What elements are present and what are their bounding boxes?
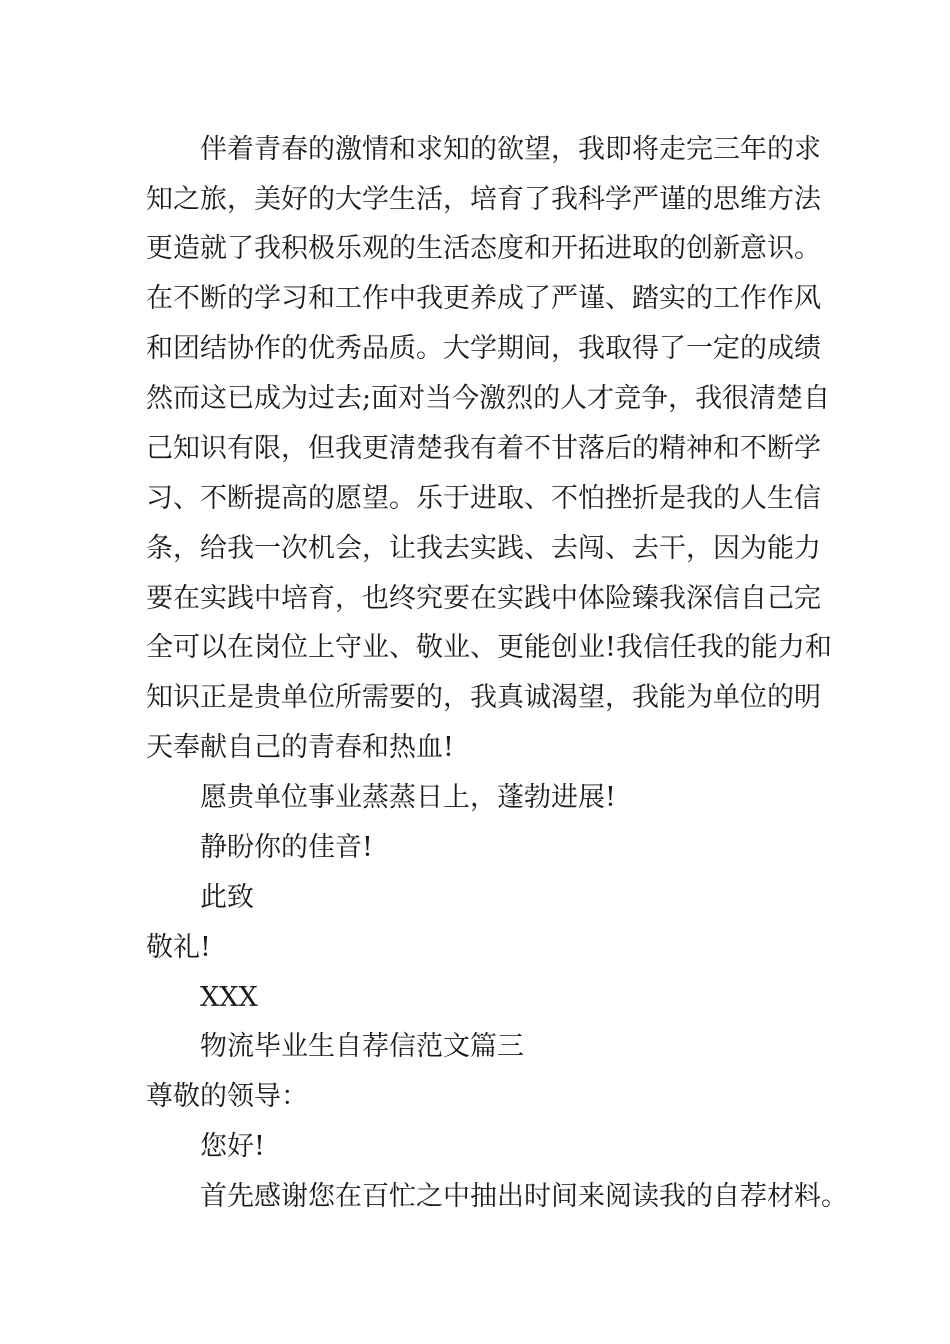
text-line: 习、不断提高的愿望。乐于进取、不怕挫折是我的人生信 (146, 483, 821, 514)
section-title: 物流毕业生自荐信范文篇三 (200, 1031, 524, 1062)
text-line: 天奉献自己的青春和热血! (146, 732, 454, 763)
text-line: 在不断的学习和工作中我更养成了严谨、踏实的工作作风 (146, 283, 821, 314)
closing-line-2: 敬礼! (146, 932, 211, 963)
wish-line: 愿贵单位事业蒸蒸日上，蓬勃进展! (200, 782, 616, 813)
text-line: 要在实践中培育，也终究要在实践中体险臻我深信自己完 (146, 583, 821, 614)
text-line: 然而这已成为过去;面对当今激烈的人才竞争，我很清楚自 (146, 383, 831, 414)
closing-line-1: 此致 (200, 882, 254, 913)
salutation: 尊敬的领导： (146, 1081, 308, 1112)
text-line: 知之旅，美好的大学生活，培育了我科学严谨的思维方法 (146, 184, 821, 215)
text-line: 全可以在岗位上守业、敬业、更能创业!我信任我的能力和 (146, 632, 832, 663)
text-line: 条，给我一次机会，让我去实践、去闯、去干，因为能力 (146, 533, 821, 564)
text-line: 更造就了我积极乐观的生活态度和开拓进取的创新意识。 (146, 233, 821, 264)
await-line: 静盼你的佳音! (200, 832, 373, 863)
text-line: 和团结协作的优秀品质。大学期间，我取得了一定的成绩 (146, 333, 821, 364)
signature: XXX (200, 982, 258, 1013)
text-line: 己知识有限，但我更清楚我有着不甘落后的精神和不断学 (146, 433, 821, 464)
text-line: 伴着青春的激情和求知的欲望，我即将走完三年的求 (200, 134, 821, 165)
opening-line: 首先感谢您在百忙之中抽出时间来阅读我的自荐材料。 (200, 1181, 848, 1212)
greeting: 您好! (200, 1131, 265, 1162)
text-line: 知识正是贵单位所需要的，我真诚渴望，我能为单位的明 (146, 682, 821, 713)
